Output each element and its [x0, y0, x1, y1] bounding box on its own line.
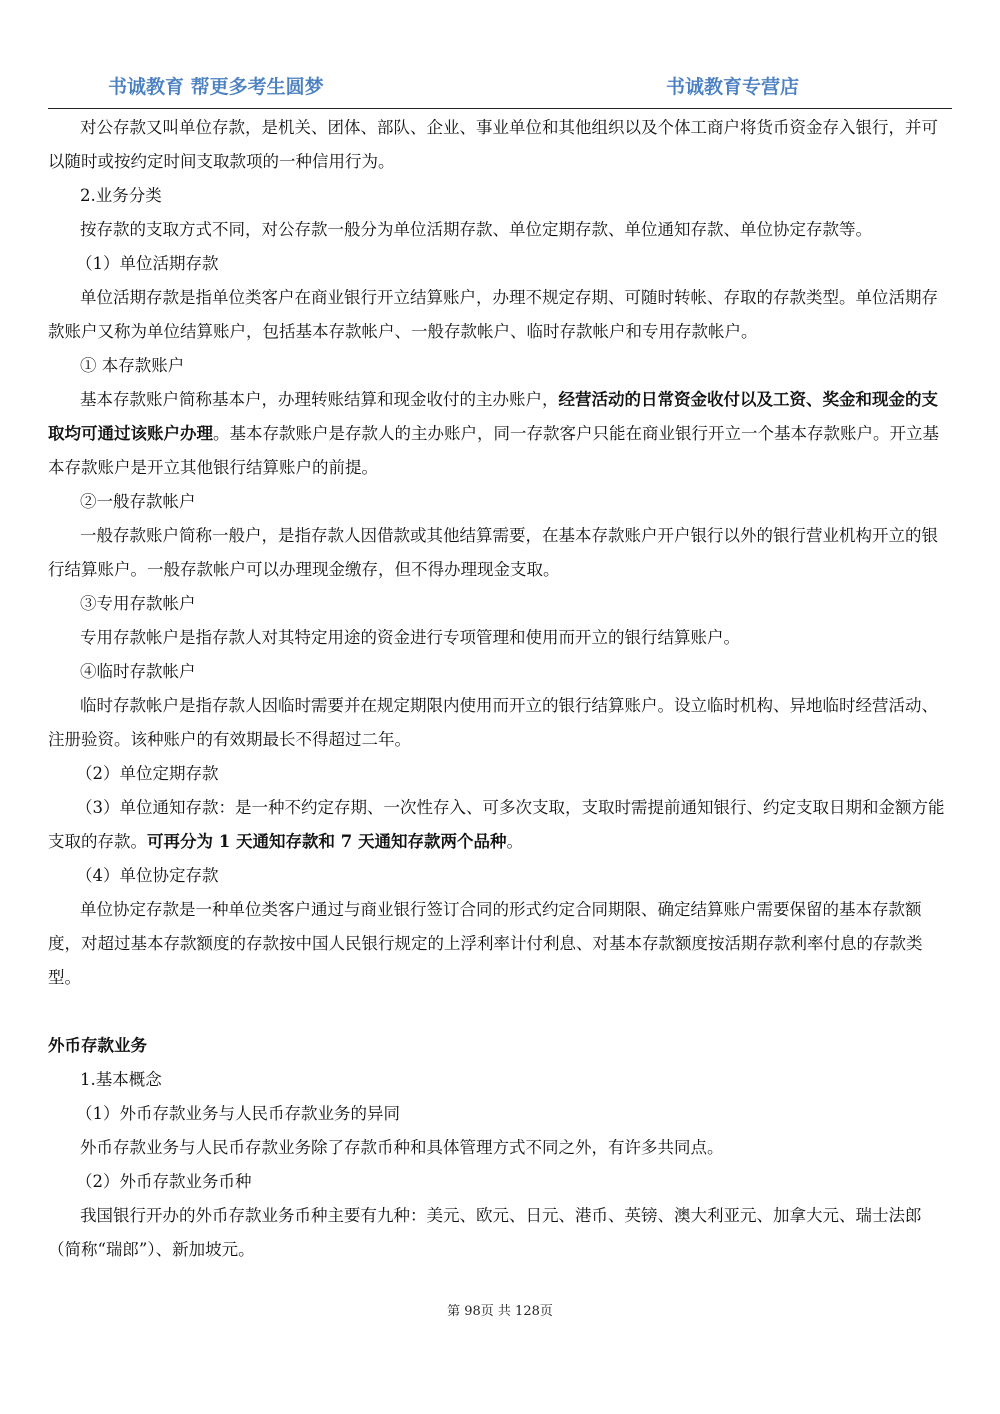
notice-deposit-text-1: （3）单位通知存款：是一种不约定存期、一次性存入、可多次支取，支取时需提前通知银行、约定支取日期和金额方能支取的存款。: [48, 798, 945, 851]
notice-deposit-emphasis: 可再分为 1 天通知存款和 7 天通知存款两个品种: [147, 832, 507, 851]
header-rule: [48, 108, 952, 109]
page-header: [48, 72, 952, 104]
header-slogan: 书诚教育 帮更多考生圆梦: [108, 76, 324, 98]
page-number: 第 98页 共 128页: [447, 1304, 553, 1319]
heading-fx-currencies: （2）外币存款业务币种: [76, 1172, 252, 1191]
notice-deposit-text-2: 。: [506, 832, 523, 851]
heading-fx-vs-rmb: （1）外币存款业务与人民币存款业务的异同: [76, 1104, 400, 1123]
heading-general-account: ②一般存款帐户: [80, 492, 196, 511]
paragraph-special-account: 专用存款帐户是指存款人对其特定用途的资金进行专项管理和使用而开立的银行结算账户。: [80, 628, 740, 647]
paragraph-notice-deposit: [48, 791, 952, 859]
basic-account-text-2: 。基本存款账户是存款人的主办账户，同一存款客户只能在商业银行开立一个基本存款账户。开立基本存款账户是开立其他银行结算账户的前提。: [48, 424, 939, 477]
section-title-foreign-currency: 外币存款业务: [48, 1036, 147, 1055]
heading-temporary-account: ④临时存款帐户: [80, 662, 196, 681]
heading-business-classification: 2.业务分类: [80, 186, 162, 205]
paragraph-basic-account: [48, 383, 952, 485]
heading-basic-account: ① 本存款账户: [80, 356, 185, 375]
heading-agreement-deposit: （4）单位协定存款: [76, 866, 219, 885]
paragraph-temporary-account: 临时存款帐户是指存款人因临时需要并在规定期限内使用而开立的银行结算账户。设立临时机构、异地临时经营活动、注册验资。该种账户的有效期最长不得超过二年。: [48, 696, 938, 749]
paragraph-fx-vs-rmb: 外币存款业务与人民币存款业务除了存款币种和具体管理方式不同之外，有许多共同点。: [80, 1138, 724, 1157]
paragraph-general-account: 一般存款账户简称一般户，是指存款人因借款或其他结算需要，在基本存款账户开户银行以外的银行营业机构开立的银行结算账户。一般存款帐户可以办理现金缴存，但不得办理现金支取。: [48, 526, 938, 579]
document-body: [48, 111, 952, 1267]
heading-time-deposit: （2）单位定期存款: [76, 764, 219, 783]
paragraph-business-classification: 按存款的支取方式不同，对公存款一般分为单位活期存款、单位定期存款、单位通知存款、单位协定存款等。: [80, 220, 872, 239]
header-store-name: 书诚教育专营店: [666, 76, 800, 98]
heading-basic-concept: 1.基本概念: [80, 1070, 162, 1089]
paragraph-corporate-deposit-definition: 对公存款又叫单位存款，是机关、团体、部队、企业、事业单位和其他组织以及个体工商户将货币资金存入银行，并可以随时或按约定时间支取款项的一种信用行为。: [48, 118, 938, 171]
heading-special-account: ③专用存款帐户: [80, 594, 196, 613]
paragraph-fx-currencies: 我国银行开办的外币存款业务币种主要有九种：美元、欧元、日元、港币、英镑、澳大利亚元、加拿大元、瑞士法郎（简称“瑞郎”）、新加坡元。: [48, 1206, 922, 1259]
basic-account-text-1: 基本存款账户简称基本户，办理转账结算和现金收付的主办账户，: [80, 390, 559, 409]
paragraph-agreement-deposit: 单位协定存款是一种单位类客户通过与商业银行签订合同的形式约定合同期限、确定结算账户需要保留的基本存款额度，对超过基本存款额度的存款按中国人民银行规定的上浮利率计付利息、对基本存款额度按活期存款利率付息的存款类型。: [48, 900, 923, 987]
heading-demand-deposit: （1）单位活期存款: [76, 254, 219, 273]
basic-account-emphasis: 经营活动的日常资金收付以及工资、奖金和现金的支取均可通过该账户办理: [48, 390, 938, 443]
paragraph-demand-deposit: 单位活期存款是指单位类客户在商业银行开立结算账户，办理不规定存期、可随时转帐、存取的存款类型。单位活期存款账户又称为单位结算账户，包括基本存款帐户、一般存款帐户、临时存款帐户和专用存款帐户。: [48, 288, 938, 341]
